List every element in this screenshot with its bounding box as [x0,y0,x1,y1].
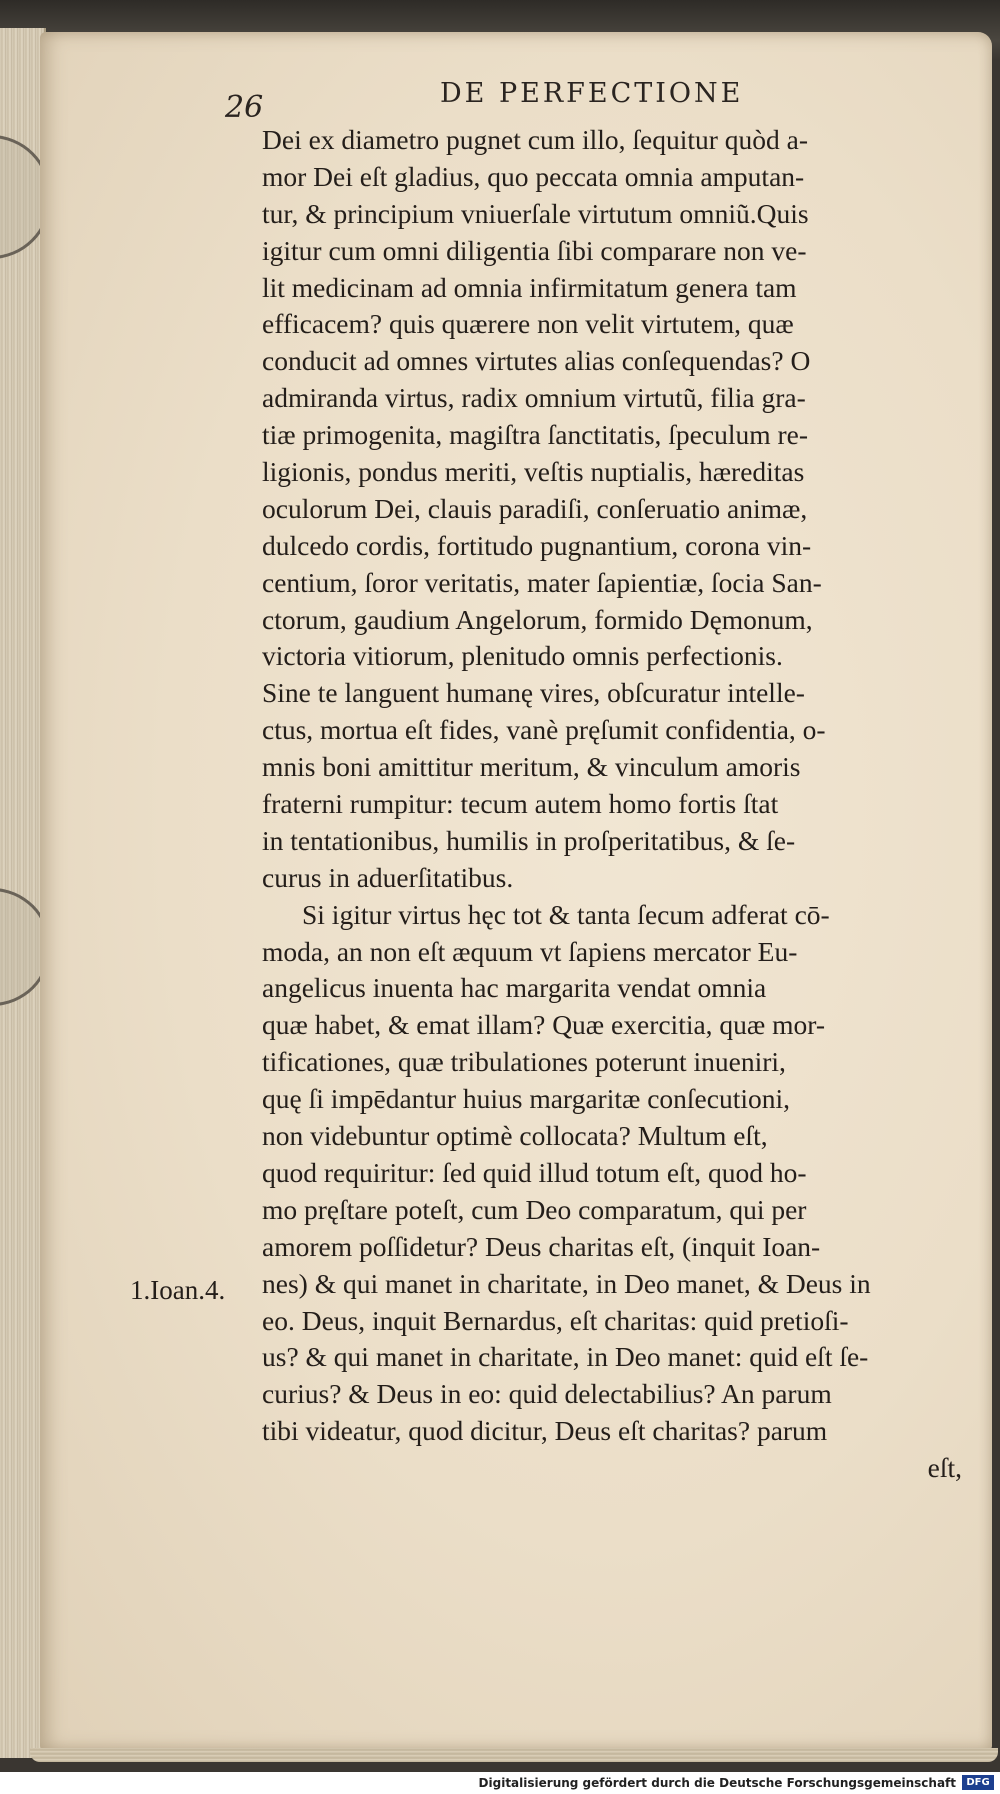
text-line: quod requiritur: ſed quid illud totum eſt, quod ho- [262,1156,807,1188]
text-line: curus in aduerſitatibus. [262,861,514,893]
text-line: mnis boni amittitur meritum, & vinculum amoris [262,751,801,783]
text-line: us? & qui manet in charitate, in Deo manet: quid eſt ſe- [262,1341,869,1373]
text-line: Sine te languent humanę vires, obſcuratur intelle- [262,677,805,709]
text-line: tibi videatur, quod dicitur, Deus eſt charitas? parum [262,1415,828,1447]
text-line: tur, & principium vniuerſale virtutum omniũ.Quis [262,197,809,229]
text-line: igitur cum omni diligentia ſibi comparare non ve- [262,234,807,266]
text-line: quæ habet, & emat illam? Quæ exercitia, quæ mor- [262,1009,826,1041]
credit-bar [0,1772,1000,1794]
text-line: victoria vitiorum, plenitudo omnis perfectionis. [262,640,783,672]
text-line: efficacem? quis quærere non velit virtutem, quæ [262,308,794,340]
page-number: 26 [225,90,264,125]
text-line: centium, ſoror veritatis, mater ſapientiæ, ſocia San- [262,566,822,598]
text-line: fraterni rumpitur: tecum autem homo fortis ſtat [262,788,779,820]
text-line: mor Dei eſt gladius, quo peccata omnia amputan- [262,160,805,192]
text-line: in tentationibus, humilis in proſperitatibus, & ſe- [262,824,796,856]
margin-note: 1.Ioan.4. [130,1275,226,1305]
text-line: ctorum, gaudium Angelorum, formido Dęmonum, [262,603,813,635]
text-line: lit medicinam ad omnia infirmitatum genera tam [262,271,797,303]
text-line: Dei ex diametro pugnet cum illo, ſequitur quòd a- [262,124,809,155]
text-line: mo pręſtare poteſt, cum Deo comparatum, qui per [262,1193,807,1225]
text-line: amorem poſſidetur? Deus charitas eſt, (inquit Ioan- [262,1230,821,1262]
text-line: angelicus inuenta hac margarita vendat omnia [262,972,767,1004]
catchword: eſt, [927,1452,962,1484]
text-line: tiæ primogenita, magiſtra ſanctitatis, ſpeculum re- [262,419,809,451]
dfg-logo: DFG [962,1775,994,1790]
text-line: non videbuntur optimè collocata? Multum eſt, [262,1120,768,1152]
text-line: ligionis, pondus meriti, veſtis nuptialis, hæreditas [262,456,805,488]
text-line: eo. Deus, inquit Bernardus, eſt charitas: quid pretioſi- [262,1304,849,1336]
text-line: oculorum Dei, clauis paradiſi, conſeruatio animæ, [262,492,808,524]
text-line: nes) & qui manet in charitate, in Deo manet, & Deus in [262,1267,871,1299]
text-line: tificationes, quæ tribulationes poterunt inueniri, [262,1046,786,1078]
text-line: Si igitur virtus hęc tot & tanta ſecum adferat cō- [302,898,830,930]
credit-text: Digitalisierung gefördert durch die Deutsche Forschungsgemeinschaft [478,1776,956,1790]
text-line: quę ſi impēdantur huius margaritæ conſecutioni, [262,1083,790,1115]
text-line: conducit ad omnes virtutes alias conſequendas? O [262,345,811,377]
text-line: curius? & Deus in eo: quid delectabilius? An parum [262,1378,832,1410]
text-line: admiranda virtus, radix omnium virtutũ, filia gra- [262,382,806,414]
body-text [262,122,962,1487]
text-line: moda, an non eſt æquum vt ſapiens mercator Eu- [262,935,798,967]
text-line: dulcedo cordis, fortitudo pugnantium, corona vin- [262,529,812,561]
text-line: ctus, mortua eſt fides, vanè pręſumit confidentia, o- [262,714,826,746]
running-head: DE PERFECTIONE [440,78,744,109]
book-bottom-edge [30,1748,998,1762]
